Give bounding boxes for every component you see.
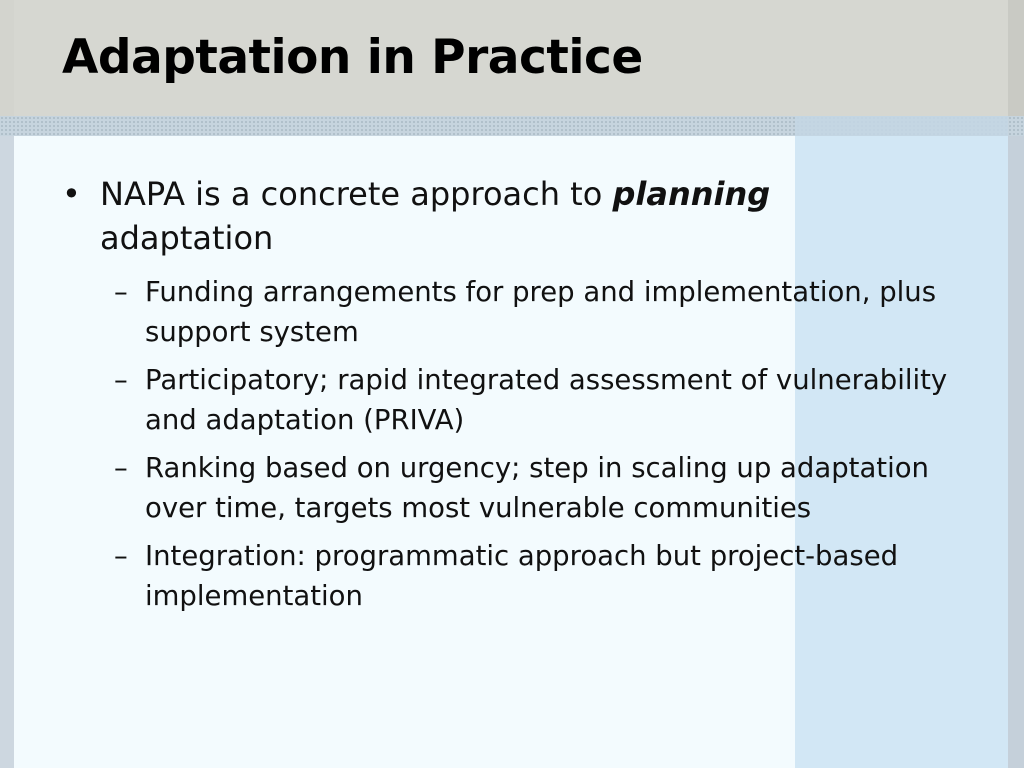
sub-bullet-text: Funding arrangements for prep and implementation, plus support system [145, 276, 937, 348]
title-bar-edge [1008, 0, 1024, 118]
right-edge-strip [1008, 118, 1024, 768]
sub-bullet [62, 448, 982, 528]
sub-bullet-text: Participatory; rapid integrated assessment of vulnerability and adaptation (PRIVA) [145, 364, 948, 436]
dotted-divider-tint [795, 116, 1008, 136]
bullet-marker: • [62, 175, 81, 213]
sub-bullet-text: Integration: programmatic approach but project-based implementation [145, 540, 899, 612]
left-edge-strip [0, 118, 14, 768]
sub-bullet-text: Ranking based on urgency; step in scaling up adaptation over time, targets most vulnerable communities [145, 452, 929, 524]
slide-body [62, 172, 982, 616]
bullet-emphasis: planning [612, 175, 771, 213]
sub-bullet-marker: – [114, 364, 128, 396]
sub-bullet-list [62, 272, 982, 616]
sub-bullet-marker: – [114, 452, 128, 484]
sub-bullet [62, 360, 982, 440]
bullet-text-before: NAPA is a concrete approach to [100, 175, 613, 213]
sub-bullet-marker: – [114, 276, 128, 308]
main-bullet [62, 172, 982, 260]
sub-bullet-marker: – [114, 540, 128, 572]
slide-title: Adaptation in Practice [62, 30, 643, 85]
bullet-text-after: adaptation [100, 219, 274, 257]
sub-bullet [62, 272, 982, 352]
sub-bullet [62, 536, 982, 616]
